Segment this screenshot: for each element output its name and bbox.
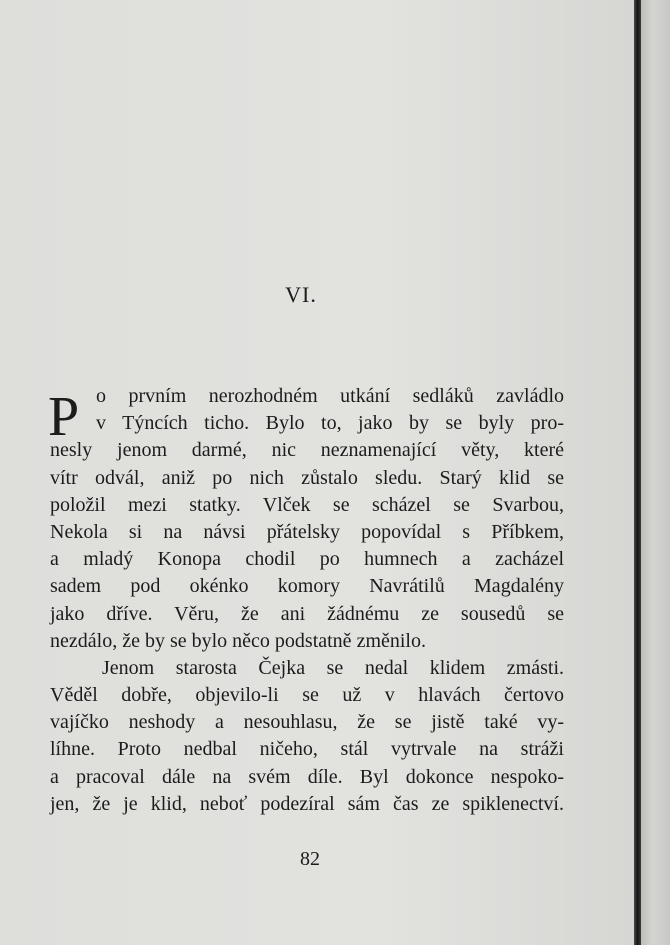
text-line: vajíčko neshody a nesouhlasu, že se jistě také vy- xyxy=(50,711,564,734)
text-line: jen, že je klid, neboť podezíral sám čas ze spiklenectví. xyxy=(50,792,564,815)
drop-cap: P xyxy=(48,386,80,448)
text-line: líhne. Proto nedbal ničeho, stál vytrvale na stráži xyxy=(50,738,564,761)
text-line: sadem pod okénko komory Navrátilů Magdalény xyxy=(50,575,564,598)
text-line: jako dříve. Věru, že ani žádnému ze sousedů se xyxy=(50,602,564,625)
text-line: nesly jenom darmé, nic neznamenající věty, které xyxy=(50,439,564,462)
text-line: a pracoval dále na svém díle. Byl dokonce nespoko- xyxy=(50,765,564,788)
chapter-heading: VI. xyxy=(285,282,317,307)
text-line: Nekola si na návsi přátelsky popovídal s Příbkem, xyxy=(50,520,564,543)
text-line: v Týncích ticho. Bylo to, jako by se byly pro- xyxy=(96,412,564,435)
book-spine xyxy=(634,0,641,945)
facing-page-edge xyxy=(641,0,670,945)
text-line: položil mezi statky. Vlček se scházel se Svarbou, xyxy=(50,493,564,516)
text-line: Jenom starosta Čejka se nedal klidem zmásti. xyxy=(102,656,564,679)
text-line: a mladý Konopa chodil po humnech a zacházel xyxy=(50,548,564,571)
text-line: Věděl dobře, objevilo-li se už v hlavách čertovo xyxy=(50,684,564,707)
body-text xyxy=(50,383,564,818)
text-line: vítr odvál, aniž po nich zůstalo sledu. Starý klid se xyxy=(50,466,564,489)
text-line: nezdálo, že by se bylo něco podstatně změnilo. xyxy=(50,629,426,652)
text-line: o prvním nerozhodném utkání sedláků zavládlo xyxy=(96,385,564,407)
page-number: 82 xyxy=(300,848,320,870)
